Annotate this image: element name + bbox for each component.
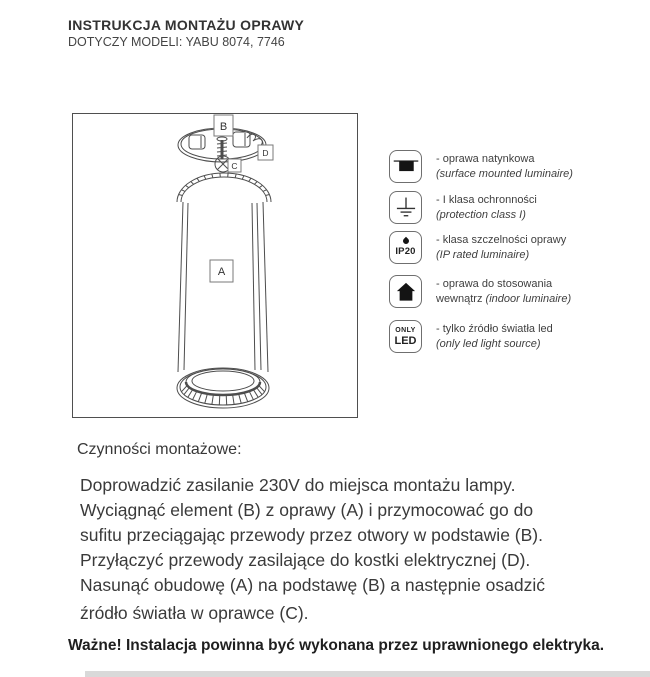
legend-row-surface-mounted — [389, 150, 573, 183]
lamp-diagram-svg — [73, 114, 357, 417]
page-subtitle: DOTYCZY MODELI: YABU 8074, 7746 — [68, 35, 285, 49]
legend-line1: - tylko źródło światła led — [436, 323, 553, 335]
legend-line1: - oprawa do stosowania — [436, 278, 553, 290]
protection-class-icon — [389, 191, 422, 224]
page-title: INSTRUKCJA MONTAŻU OPRAWY — [68, 17, 305, 33]
ip-rating-text: IP20 — [395, 246, 416, 257]
house-icon — [396, 282, 414, 300]
legend-label — [436, 231, 566, 262]
legend-line2-regular: wewnątrz — [436, 292, 486, 305]
indoor-icon — [389, 275, 422, 308]
diagram-label-a: A — [217, 266, 226, 278]
legend-line1: - klasa szczelności oprawy — [436, 234, 567, 246]
diagram-label-c: C — [231, 161, 238, 171]
only-led-icon — [389, 320, 422, 353]
legend-label — [436, 150, 573, 181]
legend-line2-italic: (only led light source) — [436, 337, 541, 350]
led-text: LED — [394, 334, 417, 347]
page-edge-divider — [85, 671, 650, 677]
surface-mounted-icon — [389, 150, 422, 183]
instruction-line: źródło światła w oprawce (C). — [80, 603, 309, 623]
bottom-ring — [177, 368, 269, 408]
instruction-line: sufitu przeciągając przewody przez otwory w podstawie (B). — [80, 525, 543, 545]
legend-row-ip-rating — [389, 231, 566, 264]
diagram-label-b: B — [219, 121, 228, 133]
lamp-body — [178, 202, 268, 372]
legend-label — [436, 191, 537, 222]
warning-text: Ważne! Instalacja powinna być wykonana przez uprawnionego elektryka. — [68, 637, 605, 654]
ip20-icon — [389, 231, 422, 264]
legend-label — [436, 320, 553, 351]
legend-row-indoor-use — [389, 275, 571, 308]
legend-line1: - I klasa ochronności — [436, 194, 537, 206]
legend-line2-italic: (IP rated luminaire) — [436, 248, 530, 261]
legend-line1: - oprawa natynkowa — [436, 153, 535, 165]
installation-instructions — [80, 473, 545, 626]
instruction-line: Wyciągnąć element (B) z oprawy (A) i przymocować go do — [80, 500, 534, 520]
diagram-label-d: D — [262, 148, 269, 158]
legend-line2-italic: (indoor luminaire) — [485, 292, 572, 305]
installation-diagram — [72, 113, 358, 418]
legend-line2-italic: (protection class I) — [436, 208, 526, 221]
droplet-icon — [401, 237, 409, 245]
instruction-line: Doprowadzić zasilanie 230V do miejsca montażu lampy. — [80, 475, 516, 495]
collar-ring — [177, 173, 271, 202]
instruction-line: Nasunąć obudowę (A) na podstawę (B) a następnie osadzić — [80, 575, 545, 595]
instruction-line: Przyłączyć przewody zasilające do kostki elektrycznej (D). — [80, 550, 531, 570]
section-heading: Czynności montażowe: — [77, 441, 242, 458]
legend-row-led-only — [389, 320, 553, 353]
legend-row-protection-class — [389, 191, 537, 224]
legend-line2-italic: (surface mounted luminaire) — [436, 167, 573, 180]
legend-label — [436, 275, 571, 306]
only-text: ONLY — [395, 326, 416, 334]
